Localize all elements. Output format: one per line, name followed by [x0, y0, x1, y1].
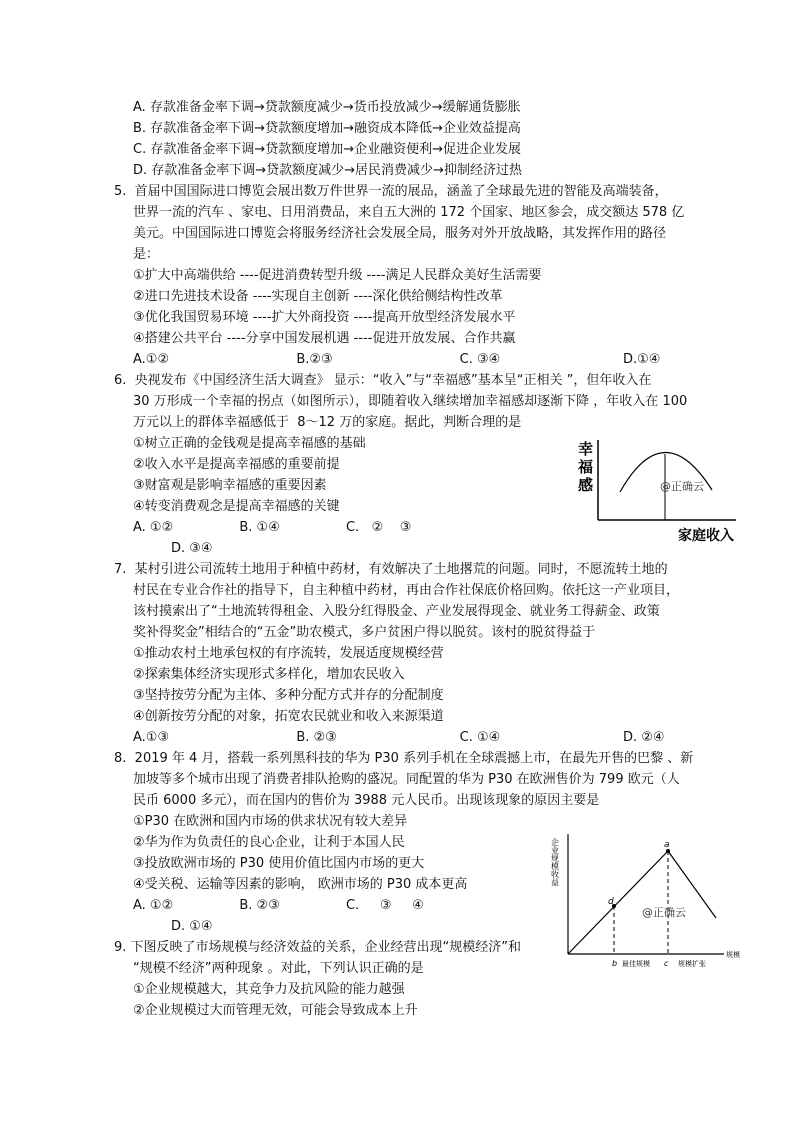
label-d: d	[608, 897, 614, 907]
q8-choice-d: D. ①④	[171, 919, 213, 934]
q8-item: ②华为作为负责任的良心企业，让利于本国人民	[133, 835, 405, 850]
q7-stem-line: 7. 某村引进公司流转土地用于种植中药材，有效解决了土地撂荒的问题。同时，不愿流转土地的	[114, 562, 668, 577]
q7-choice-c: C. ①④	[459, 730, 501, 745]
q7-choice-d: D. ②④	[622, 730, 665, 745]
q8-item: ③投放欧洲市场的 P30 使用价值比国内市场的更大	[133, 856, 425, 871]
q6-stem-line: 30 万形成一个幸福的拐点（如图所示），即随着收入继续增加幸福感却逐渐下降 ，年收入在 100	[133, 394, 688, 409]
q8-stem-line: 8. 2019 年 4 月，搭载一系列黑科技的华为 P30 系列手机在全球震撼上市，在最先开售的巴黎 、新	[114, 751, 694, 766]
q4-option-d: D. 存款准备金率下调→贷款额度减少→居民消费减少→抑制经济过热	[133, 163, 522, 178]
q5-item: ④搭建公共平台 ----分享中国发展机遇 ----促进开放发展、合作共赢	[133, 331, 516, 346]
q6-choices: A. ①② B. ①④ C. ② ③	[133, 520, 412, 535]
chart-xlabel: 家庭收入	[678, 528, 734, 544]
q5-item: ③优化我国贸易环境 ----扩大外商投资 ----提高开放型经济发展水平	[133, 310, 516, 325]
chart-ylabel: 感	[578, 476, 594, 494]
q4-option-b: B. 存款准备金率下调→贷款额度增加→融资成本降低→企业效益提高	[133, 121, 521, 136]
q7-item: ④创新按劳分配的对象，拓宽农民就业和收入来源渠道	[133, 709, 444, 724]
rising-line	[568, 851, 668, 954]
q9-item: ①企业规模越大，其竞争力及抗风险的能力越强	[133, 982, 405, 997]
q7-item: ①推动农村土地承包权的有序流转，发展适度规模经营	[133, 646, 444, 661]
happiness-chart	[574, 432, 746, 544]
tick-c: c	[664, 959, 669, 968]
q9-item: ②企业规模过大而管理无效，可能会导致成本上升	[133, 1003, 418, 1018]
q5-item: ②进口先进技术设备 ----实现自主创新 ----深化供给侧结构性改革	[133, 289, 503, 304]
q4-option-a: A. 存款准备金率下调→贷款额度减少→货币投放减少→缓解通货膨胀	[133, 100, 521, 115]
label-a: a	[664, 840, 670, 850]
q5-item: ①扩大中高端供给 ----促进消费转型升级 ----满足人民群众美好生活需要	[133, 268, 542, 283]
q8-item: ①P30 在欧洲和国内市场的供求状况有较大差异	[133, 814, 408, 829]
q6-item: ②收入水平是提高幸福感的重要前提	[133, 457, 340, 472]
chart-xlabel: 规模	[726, 951, 740, 959]
q6-choice-d: D. ③④	[171, 541, 213, 556]
q7-choices	[133, 727, 693, 748]
q8-stem-line: 民币 6000 多元），而在国内的售价为 3988 元人民币。出现该现象的原因主要是	[133, 793, 600, 808]
chart-ylabel: 企业规模收益	[550, 838, 560, 886]
q6-item: ①树立正确的金钱观是提高幸福感的基础	[133, 436, 366, 451]
q7-choice-a: A.①③	[133, 730, 170, 745]
q6-stem-line: 6. 央视发布《中国经济生活大调查》 显示：“收入”与“幸福感”基本呈“正相关 ”，但年收入在	[114, 373, 652, 388]
chart-ylabel: 幸	[578, 440, 594, 458]
q9-stem-line: “规模不经济”两种现象 。对此，下列认识正确的是	[133, 961, 424, 976]
q7-choice-b: B. ②③	[296, 730, 337, 745]
q7-item: ②探索集体经济实现形式多样化，增加农民收入	[133, 667, 405, 682]
q7-stem-line: 奖补得奖金”相结合的“五金”助农模式，多户贫困户得以脱贫。该村的脱贫得益于	[133, 625, 596, 640]
q5-choice-c: C. ③④	[459, 352, 501, 367]
q4-option-c: C. 存款准备金率下调→贷款额度增加→企业融资便利→促进企业发展	[133, 142, 522, 157]
q7-stem-line: 该村摸索出了“土地流转得租金、入股分红得股金、产业发展得现金、就业务工得薪金、政策	[133, 604, 660, 619]
q7-item: ③坚持按劳分配为主体、多种分配方式并存的分配制度	[133, 688, 444, 703]
scale-economy-chart	[546, 826, 752, 974]
watermark: @正确云	[642, 906, 686, 919]
q8-stem-line: 加坡等多个城市出现了消费者排队抢购的盛况。同配置的华为 P30 在欧洲售价为 799 欧元（人	[133, 772, 680, 787]
q5-stem-line: 美元。中国国际进口博览会将服务经济社会发展全局，服务对外开放战略，其发挥作用的路径	[133, 226, 667, 241]
q5-choice-a: A.①②	[133, 352, 170, 367]
chart-ylabel: 福	[578, 458, 594, 476]
q7-stem-line: 村民在专业合作社的指导下，自主种植中药材，再由合作社保底价格回购。依托这一产业项目，	[133, 583, 680, 598]
q5-choices	[133, 349, 693, 370]
q5-choice-d: D.①④	[622, 352, 661, 367]
tick-b: b	[612, 959, 618, 968]
q8-choices: A. ①② B. ②③ C. ③ ④	[133, 898, 424, 913]
q5-stem-line: 5. 首届中国国际进口博览会展出数万件世界一流的展品，涵盖了全球最先进的智能及高端装备，	[114, 184, 668, 199]
q6-item: ③财富观是影响幸福感的重要因素	[133, 478, 327, 493]
watermark: @正确云	[660, 480, 704, 493]
tick-c-label: 规模扩张	[678, 960, 706, 968]
q5-choice-b: B.②③	[296, 352, 333, 367]
q9-stem-line: 9. 下图反映了市场规模与经济效益的关系，企业经营出现“规模经济”和	[114, 940, 522, 955]
q5-stem-line: 世界一流的汽车 、家电、日用消费品，来自五大洲的 172 个国家、地区参会，成交额达 578 亿	[133, 205, 685, 220]
tick-b-label: 最佳规模	[622, 960, 650, 968]
q5-stem-line: 是：	[133, 247, 160, 262]
q6-item: ④转变消费观念是提高幸福感的关键	[133, 499, 340, 514]
q8-item: ④受关税、运输等因素的影响， 欧洲市场的 P30 成本更高	[133, 877, 468, 892]
q6-stem-line: 万元以上的群体幸福感低于 8～12 万的家庭。据此，判断合理的是	[133, 415, 522, 430]
